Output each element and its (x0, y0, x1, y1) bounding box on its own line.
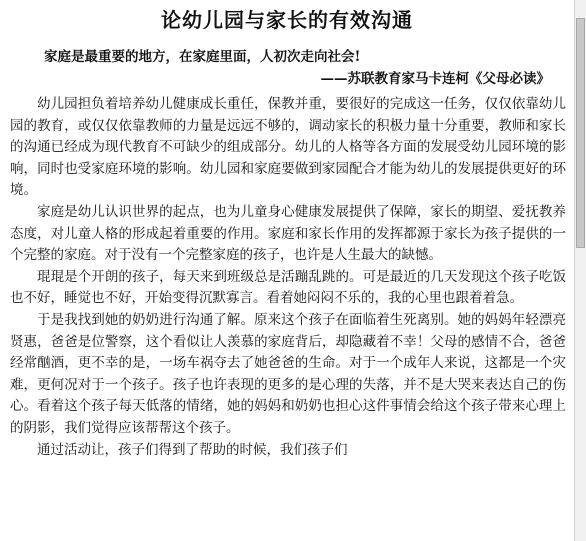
epigraph-quote: 家庭是最重要的地方，在家庭里面，人初次走向社会! (44, 49, 361, 65)
paragraph: 幼儿园担负着培养幼儿健康成长重任，保教并重，要很好的完成这一任务，仅仅依靠幼儿园的教育，或仅仅依靠教师的力量是远远不够的，调动家长的积极力量十分重要，教师和家长的沟通已经成为现代教育不可缺少的组成部分。幼儿的人格等各方面的发展受幼儿园环境的影响，同时也受家庭环境的影响。幼儿园和家庭要做到家园配合才能为幼儿的发展提供更好的环境。 (10, 96, 566, 199)
paragraph: 于是我找到她的奶奶进行沟通了解。原来这个孩子在面临着生死离别。她的妈妈年轻漂亮贤惠，爸爸是位警察，这个看似让人羡慕的家庭背后，却隐藏着不幸！父母的感情不合，爸爸经常酗酒，更不幸的是，一场车祸夺去了她爸爸的生命。对于一个成年人来说，这都是一个灾难，更何况对于一个孩子。孩子也许表现的更多的是心理的失落，并不是大哭来表达自己的伤心。看着这个孩子每天低落的情绪，她的妈妈和奶奶也担心这件事情会给这个孩子带来心理上的阴影，我们觉得应该帮帮这个孩子。 (10, 311, 566, 436)
paragraph: 家庭是幼儿认识世界的起点，也为儿童身心健康发展提供了保障，家长的期望、爱抚教养态度，对儿童人格的形成起着重要的作用。家庭和家长作用的发挥都源于家长为孩子提供的一个完整的家庭。对于没有一个完整家庭的孩子，也许是人生最大的缺憾。 (10, 203, 566, 264)
paragraph-cut-off: 通过活动让，孩子们得到了帮助的时候，我们孩子们 (37, 441, 348, 458)
document-title: 论幼儿园与家长的有效沟通 (161, 8, 413, 32)
vertical-scrollbar[interactable] (574, 0, 586, 541)
bottom-fade (0, 527, 574, 541)
scrollbar-thumb[interactable] (576, 18, 585, 248)
paragraph: 琨琨是个开朗的孩子，每天来到班级总是活蹦乱跳的。可是最近的几天发现这个孩子吃饭也不好，睡觉也不好，开始变得沉默寡言。看着她闷闷不乐的，我的心里也跟着着急。 (10, 268, 566, 307)
document-body (10, 94, 566, 461)
epigraph-attribution: ——苏联教育家马卡连柯《父母必读》 (320, 71, 550, 87)
